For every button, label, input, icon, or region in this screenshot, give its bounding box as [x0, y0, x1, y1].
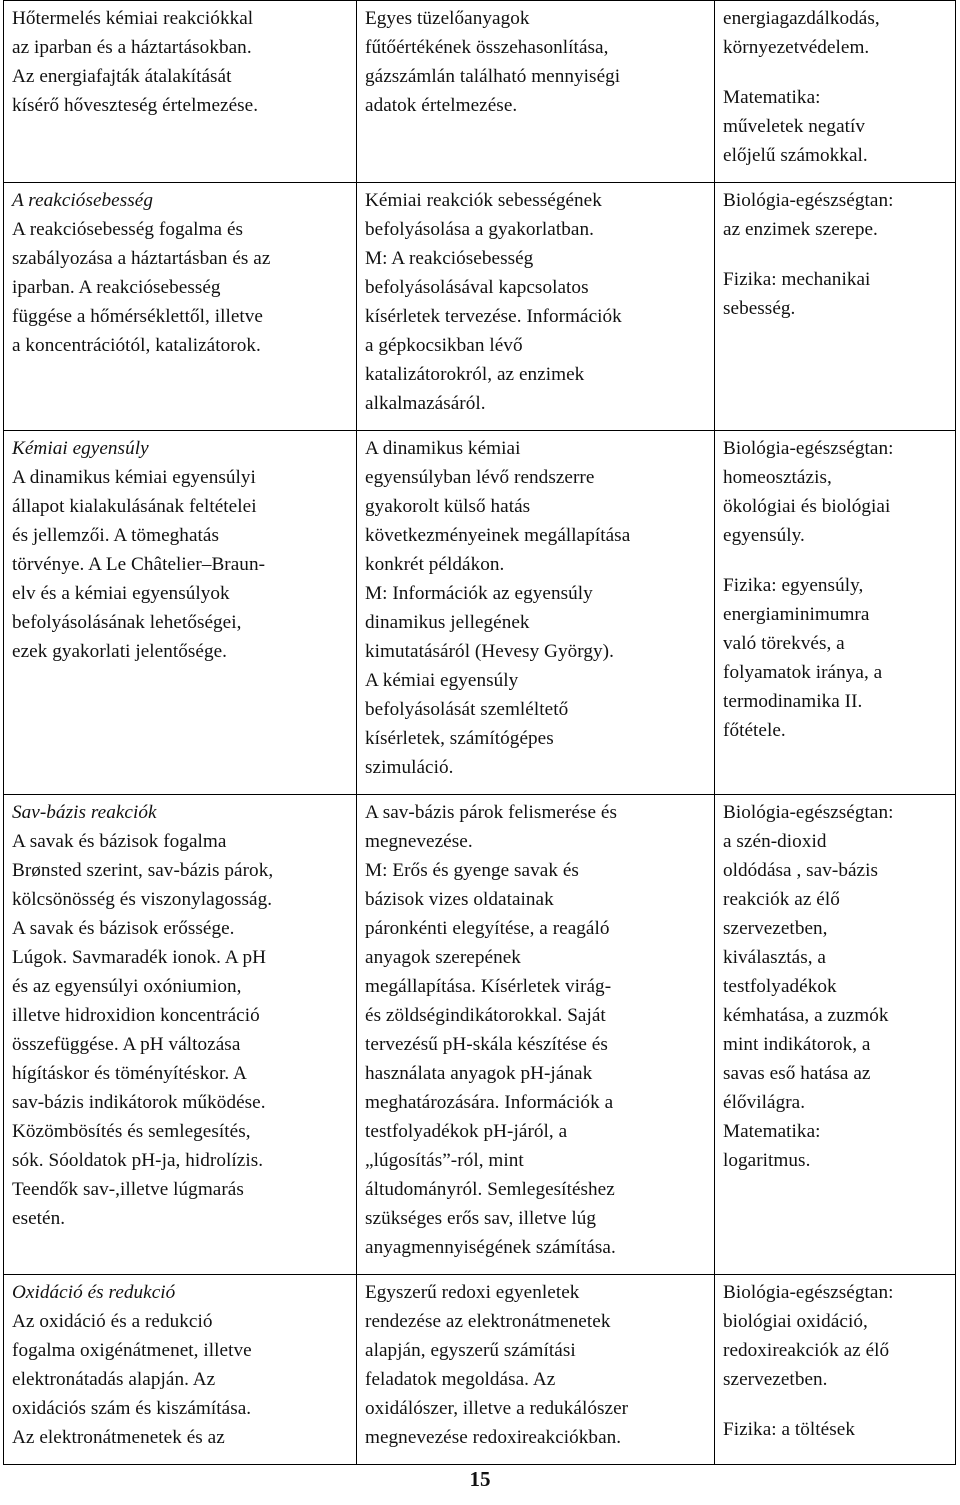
connection-cell — [715, 1, 956, 183]
text-line: szükséges erős sav, illetve lúg — [365, 1208, 597, 1229]
text-line: kísérletek, számítógépes — [365, 728, 554, 749]
text-line: összefüggése. A pH változása — [12, 1034, 241, 1055]
text-line: és jellemzői. A tömeghatás — [12, 525, 219, 546]
text-line: kiválasztás, a — [723, 947, 826, 968]
text-line: megállapítása. Kísérletek virág- — [365, 976, 612, 997]
paragraph-gap — [723, 550, 948, 571]
topic-cell — [4, 183, 357, 431]
text-line: Biológia-egészségtan: — [723, 802, 894, 823]
text-line: megnevezése redoxireakciókban. — [365, 1427, 622, 1448]
curriculum-table-body — [4, 1, 956, 1465]
text-line: gázszámlán található mennyiségi — [365, 66, 621, 87]
text-line: Kémiai reakciók sebességének — [365, 190, 602, 211]
text-line: és az egyensúlyi oxóniumion, — [12, 976, 242, 997]
text-line: reakciók az élő — [723, 889, 840, 910]
text-line: törvénye. A Le Châtelier–Braun- — [12, 554, 266, 575]
text-line: A sav-bázis párok felismerése és — [365, 802, 618, 823]
text-line: A dinamikus kémiai — [365, 438, 521, 459]
text-line: esetén. — [12, 1208, 66, 1229]
activity-cell — [357, 431, 715, 795]
page-number: 15 — [469, 1467, 491, 1491]
text-line: Teendők sav-,illetve lúgmarás — [12, 1179, 244, 1200]
text-line: energiaminimumra — [723, 604, 870, 625]
connection-cell — [715, 431, 956, 795]
text-line: M: Információk az egyensúly — [365, 583, 593, 604]
text-line: „lúgosítás”-ról, mint — [365, 1150, 524, 1171]
text-line: fűtőértékének összehasonlítása, — [365, 37, 609, 58]
text-line: logaritmus. — [723, 1150, 811, 1171]
text-line: kémhatása, a zuzmók — [723, 1005, 889, 1026]
text-line: befolyásolása a gyakorlatban. — [365, 219, 594, 240]
table-row — [4, 1, 956, 183]
text-line: szimuláció. — [365, 757, 454, 778]
table-row — [4, 431, 956, 795]
text-line: A reakciósebesség fogalma és — [12, 219, 244, 240]
text-line: használata anyagok pH-jának — [365, 1063, 593, 1084]
text-line: sók. Sóoldatok pH-ja, hidrolízis. — [12, 1150, 264, 1171]
text-line: elv és a kémiai egyensúlyok — [12, 583, 230, 604]
text-line: Fizika: a töltések — [723, 1419, 855, 1440]
text-line: meghatározására. Információk a — [365, 1092, 614, 1113]
text-line: a gépkocsikban lévő — [365, 335, 523, 356]
text-line: alkalmazásáról. — [365, 393, 486, 414]
text-line: M: A reakciósebesség — [365, 248, 534, 269]
connection-cell — [715, 795, 956, 1275]
text-line: Az energiafajták átalakítását — [12, 66, 232, 87]
text-line: energiagazdálkodás, — [723, 8, 880, 29]
text-line: alapján, egyszerű számítási — [365, 1340, 576, 1361]
text-line: Közömbösítés és semlegesítés, — [12, 1121, 251, 1142]
activity-cell — [357, 183, 715, 431]
paragraph-gap — [723, 62, 948, 83]
text-line: az iparban és a háztartásokban. — [12, 37, 252, 58]
text-line: kísérő hőveszteség értelmezése. — [12, 95, 259, 116]
text-line: befolyásolását szemléltető — [365, 699, 569, 720]
text-line: homeosztázis, — [723, 467, 832, 488]
text-line: fogalma oxigénátmenet, illetve — [12, 1340, 252, 1361]
topic-heading: Sav-bázis reakciók — [12, 802, 157, 823]
text-line: szervezetben, — [723, 918, 828, 939]
text-line: ezek gyakorlati jelentősége. — [12, 641, 228, 662]
text-line: befolyásolásával kapcsolatos — [365, 277, 589, 298]
text-line: Az oxidáció és a redukció — [12, 1311, 213, 1332]
text-line: adatok értelmezése. — [365, 95, 518, 116]
text-line: testfolyadékok pH-járól, a — [365, 1121, 568, 1142]
text-line: kölcsönösség és viszonylagosság. — [12, 889, 273, 910]
text-line: mint indikátorok, a — [723, 1034, 871, 1055]
text-line: bázisok vizes oldatainak — [365, 889, 554, 910]
curriculum-table — [3, 0, 956, 1465]
text-line: oxidálószer, illetve a redukálószer — [365, 1398, 629, 1419]
text-line: a koncentrációtól, katalizátorok. — [12, 335, 261, 356]
text-line: környezetvédelem. — [723, 37, 870, 58]
text-line: Lúgok. Savmaradék ionok. A pH — [12, 947, 267, 968]
text-line: a szén-dioxid — [723, 831, 827, 852]
topic-heading: A reakciósebesség — [12, 190, 153, 211]
activity-cell — [357, 1, 715, 183]
text-line: termodinamika II. — [723, 691, 863, 712]
text-line: előjelű számokkal. — [723, 145, 868, 166]
paragraph-gap — [723, 244, 948, 265]
text-line: anyagok szerepének — [365, 947, 521, 968]
topic-cell — [4, 1, 357, 183]
text-line: Matematika: — [723, 87, 821, 108]
text-line: gyakorolt külső hatás — [365, 496, 531, 517]
text-line: illetve hidroxidion koncentráció — [12, 1005, 260, 1026]
text-line: befolyásolásának lehetőségei, — [12, 612, 242, 633]
text-line: műveletek negatív — [723, 116, 866, 137]
text-line: oxidációs szám és kiszámítása. — [12, 1398, 252, 1419]
topic-heading: Oxidáció és redukció — [12, 1282, 176, 1303]
text-line: főtétele. — [723, 720, 786, 741]
connection-cell — [715, 1275, 956, 1465]
text-line: Matematika: — [723, 1121, 821, 1142]
text-line: anyagmennyiségének számítása. — [365, 1237, 616, 1258]
text-line: ökológiai és biológiai — [723, 496, 891, 517]
text-line: savas eső hatása az — [723, 1063, 871, 1084]
text-line: elektronátadás alapján. Az — [12, 1369, 216, 1390]
text-line: tervezésű pH-skála készítése és — [365, 1034, 608, 1055]
text-line: rendezése az elektronátmenetek — [365, 1311, 611, 1332]
text-line: szervezetben. — [723, 1369, 828, 1390]
text-line: az enzimek szerepe. — [723, 219, 878, 240]
activity-cell — [357, 795, 715, 1275]
text-line: feladatok megoldása. Az — [365, 1369, 556, 1390]
text-line: kimutatásáról (Hevesy György). — [365, 641, 614, 662]
text-line: Hőtermelés kémiai reakciókkal — [12, 8, 254, 29]
text-line: Fizika: egyensúly, — [723, 575, 864, 596]
text-line: testfolyadékok — [723, 976, 837, 997]
text-line: egyensúly. — [723, 525, 805, 546]
text-line: kísérletek tervezése. Információk — [365, 306, 622, 327]
text-line: hígításkor és töményítéskor. A — [12, 1063, 247, 1084]
text-line: Az elektronátmenetek és az — [12, 1427, 225, 1448]
text-line: dinamikus jellegének — [365, 612, 530, 633]
text-line: való törekvés, a — [723, 633, 845, 654]
text-line: Biológia-egészségtan: — [723, 438, 894, 459]
connection-cell — [715, 183, 956, 431]
text-line: redoxireakciók az élő — [723, 1340, 890, 1361]
text-line: Egyes tüzelőanyagok — [365, 8, 530, 29]
text-line: áltudományról. Semlegesítéshez — [365, 1179, 615, 1200]
table-row — [4, 1275, 956, 1465]
text-line: élővilágra. — [723, 1092, 806, 1113]
text-line: sebesség. — [723, 298, 796, 319]
text-line: Fizika: mechanikai — [723, 269, 871, 290]
text-line: katalizátorokról, az enzimek — [365, 364, 585, 385]
text-line: Egyszerű redoxi egyenletek — [365, 1282, 580, 1303]
text-line: szabályozása a háztartásban és az — [12, 248, 271, 269]
text-line: sav-bázis indikátorok működése. — [12, 1092, 266, 1113]
text-line: A kémiai egyensúly — [365, 670, 519, 691]
topic-heading: Kémiai egyensúly — [12, 438, 149, 459]
text-line: és zöldségindikátorokkal. Saját — [365, 1005, 606, 1026]
text-line: Biológia-egészségtan: — [723, 1282, 894, 1303]
text-line: oldódása , sav-bázis — [723, 860, 878, 881]
text-line: iparban. A reakciósebesség — [12, 277, 221, 298]
text-line: Brønsted szerint, sav-bázis párok, — [12, 860, 274, 881]
topic-cell — [4, 1275, 357, 1465]
table-row — [4, 795, 956, 1275]
text-line: páronkénti elegyítése, a reagáló — [365, 918, 610, 939]
text-line: egyensúlyban lévő rendszerre — [365, 467, 595, 488]
topic-cell — [4, 431, 357, 795]
text-line: megnevezése. — [365, 831, 473, 852]
text-line: függése a hőmérséklettől, illetve — [12, 306, 264, 327]
text-line: biológiai oxidáció, — [723, 1311, 868, 1332]
text-line: Biológia-egészségtan: — [723, 190, 894, 211]
text-line: állapot kialakulásának feltételei — [12, 496, 257, 517]
table-row — [4, 183, 956, 431]
text-line: A dinamikus kémiai egyensúlyi — [12, 467, 256, 488]
text-line: konkrét példákon. — [365, 554, 505, 575]
topic-cell — [4, 795, 357, 1275]
text-line: M: Erős és gyenge savak és — [365, 860, 579, 881]
paragraph-gap — [723, 1394, 948, 1415]
text-line: folyamatok iránya, a — [723, 662, 883, 683]
text-line: A savak és bázisok erőssége. — [12, 918, 235, 939]
activity-cell — [357, 1275, 715, 1465]
text-line: A savak és bázisok fogalma — [12, 831, 227, 852]
text-line: következményeinek megállapítása — [365, 525, 631, 546]
